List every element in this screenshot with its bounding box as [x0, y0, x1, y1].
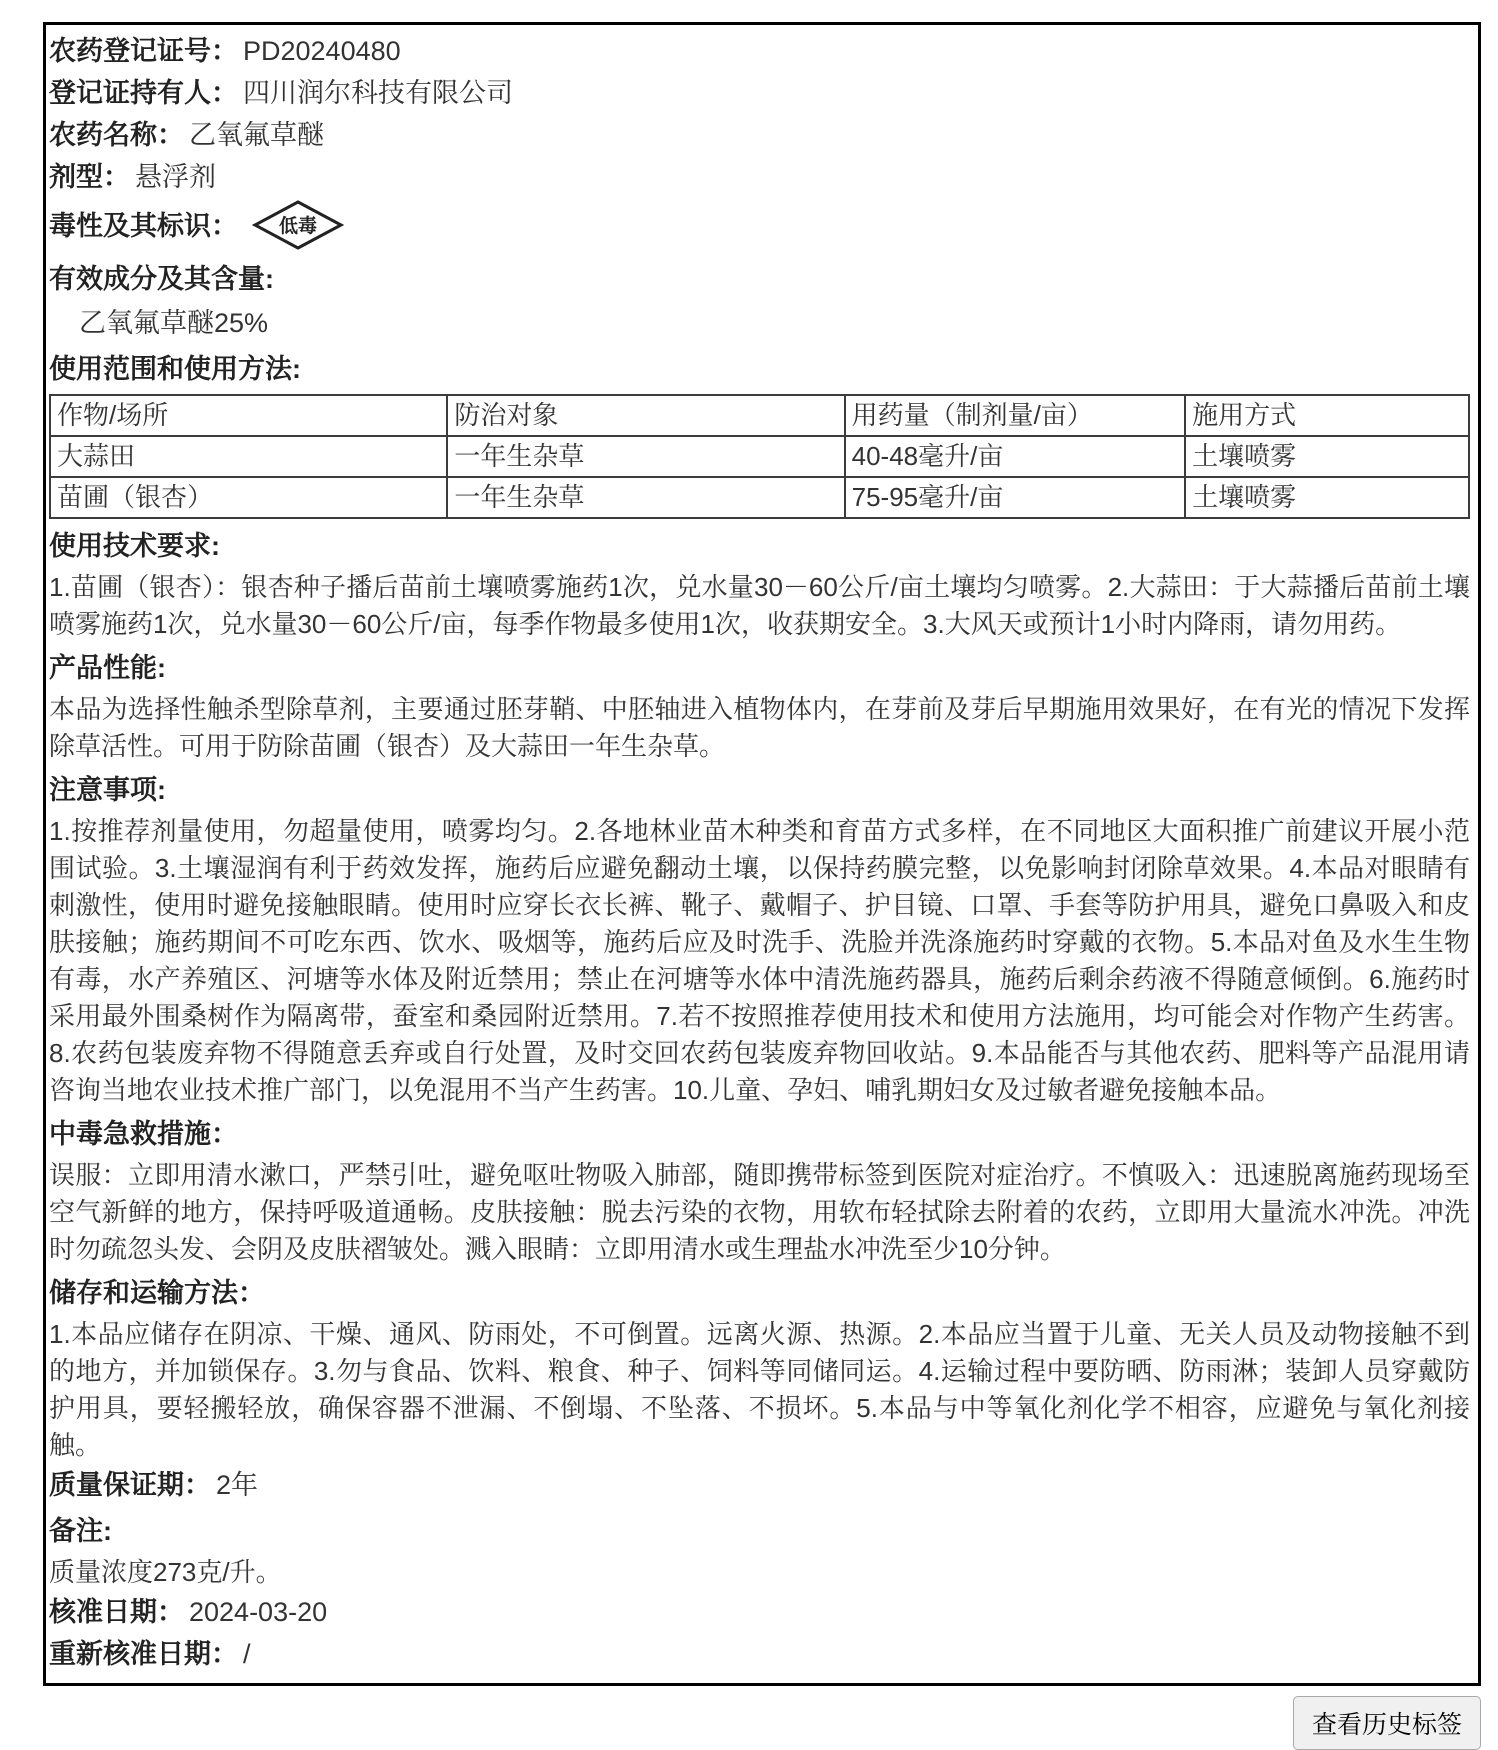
active-ingredient-heading: 有效成分及其含量: [49, 264, 274, 294]
storage-transport-heading: 储存和运输方法： [49, 1278, 265, 1308]
usage-table [49, 394, 1470, 519]
low-toxicity-diamond-icon [252, 199, 344, 251]
storage-transport-body: 1.本品应储存在阴凉、干燥、通风、防雨处，不可倒置。远离火源、热源。2.本品应当置于儿童、无关人员及动物接触不到的地方，并加锁保存。3.勿与食品、饮料、粮食、种子、饲料等同储同运。4.运输过程中要防晒、防雨淋；装卸人员穿戴防护用具，要轻搬轻放，确保容器不泄漏、不倒塌、不坠落、不损坏。5.本品与中等氧化剂化学不相容，应避免与氧化剂接触。 [49, 1319, 1470, 1460]
product-performance-heading: 产品性能: [49, 653, 166, 683]
field-formulation-type [49, 156, 1470, 198]
usage-cell-target: 一年生杂草 [447, 436, 844, 477]
field-certificate-holder [49, 72, 1470, 114]
approval-date-label: 核准日期： [49, 1597, 184, 1627]
low-toxicity-text: 低毒 [278, 215, 318, 237]
usage-cell-method: 土壤喷雾 [1185, 477, 1469, 518]
field-approval-date [49, 1591, 1470, 1633]
view-history-labels-button[interactable]: 查看历史标签 [1293, 1696, 1481, 1750]
pesticide-name-label: 农药名称： [49, 120, 184, 150]
usage-table-row-garlic [50, 436, 1469, 477]
usage-table-header-target: 防治对象 [447, 395, 844, 436]
precautions-body: 1.按推荐剂量使用，勿超量使用，喷雾均匀。2.各地林业苗木种类和育苗方式多样，在不同地区大面积推广前建议开展小范围试验。3.土壤湿润有利于药效发挥，施药后应避免翻动土壤，以保持药膜完整，以免影响封闭除草效果。4.本品对眼睛有刺激性，使用时避免接触眼睛。使用时应穿长衣长裤、靴子、戴帽子、护目镜、口罩、手套等防护用具，避免口鼻吸入和皮肤接触；施药期间不可吃东西、饮水、吸烟等，施药后应及时洗手、洗脸并洗涤施药时穿戴的衣物。5.本品对鱼及水生生物有毒，水产养殖区、河塘等水体及附近禁用；禁止在河塘等水体中清洗施药器具，施药后剩余药液不得随意倾倒。6.施药时采用最外围桑树作为隔离带，蚕室和桑园附近禁用。7.若不按照推荐使用技术和使用方法施用，均可能会对作物产生药害。8.农药包装废弃物不得随意丢弃或自行处置，及时交回农药包装废弃物回收站。9.本品能否与其他农药、肥料等产品混用请咨询当地农业技术推广部门，以免混用不当产生药害。10.儿童、孕妇、哺乳期妇女及过敏者避免接触本品。 [49, 816, 1470, 1105]
section-precautions [49, 770, 1470, 1109]
usage-cell-crop: 苗圃（银杏） [50, 477, 447, 518]
usage-cell-dosage: 75-95毫升/亩 [845, 477, 1186, 518]
first-aid-heading: 中毒急救措施： [49, 1119, 238, 1149]
usage-table-header-crop: 作物/场所 [50, 395, 447, 436]
usage-table-header-method: 施用方式 [1185, 395, 1469, 436]
label-content-box [43, 22, 1481, 1686]
quality-guarantee-value: 2年 [216, 1470, 259, 1500]
certificate-holder-value: 四川润尔科技有限公司 [243, 78, 513, 108]
registration-number-value: PD20240480 [243, 36, 401, 66]
first-aid-body: 误服：立即用清水漱口，严禁引吐，避免呕吐物吸入肺部，随即携带标签到医院对症治疗。不慎吸入：迅速脱离施药现场至空气新鲜的地方，保持呼吸道通畅。皮肤接触：脱去污染的衣物，用软布轻拭除去附着的农药，立即用大量流水冲洗。冲洗时勿疏忽头发、会阴及皮肤褶皱处。溅入眼睛：立即用清水或生理盐水冲洗至少10分钟。 [49, 1160, 1470, 1264]
usage-table-header-row [50, 395, 1469, 436]
usage-cell-dosage: 40-48毫升/亩 [845, 436, 1186, 477]
section-technical-requirements [49, 526, 1470, 643]
usage-table-row-nursery [50, 477, 1469, 518]
technical-requirements-heading: 使用技术要求: [49, 531, 220, 561]
field-toxicity [49, 198, 1470, 254]
registration-number-label: 农药登记证号： [49, 36, 238, 66]
pesticide-name-value: 乙氧氟草醚 [189, 120, 324, 150]
section-storage-transport [49, 1273, 1470, 1464]
field-registration-number [49, 30, 1470, 72]
usage-cell-target: 一年生杂草 [447, 477, 844, 518]
usage-cell-method: 土壤喷雾 [1185, 436, 1469, 477]
field-reapproval-date [49, 1633, 1470, 1675]
section-first-aid [49, 1114, 1470, 1268]
formulation-type-value: 悬浮剂 [135, 162, 216, 192]
field-pesticide-name [49, 114, 1470, 156]
remark-body: 质量浓度273克/升。 [49, 1557, 282, 1587]
history-button-row [0, 1696, 1481, 1750]
reapproval-date-value: / [243, 1639, 251, 1669]
active-ingredient-value: 乙氧氟草醚25% [79, 308, 269, 338]
approval-date-value: 2024-03-20 [189, 1597, 328, 1627]
product-performance-body: 本品为选择性触杀型除草剂，主要通过胚芽鞘、中胚轴进入植物体内，在芽前及芽后早期施用效果好，在有光的情况下发挥除草活性。可用于防除苗圃（银杏）及大蒜田一年生杂草。 [49, 694, 1470, 761]
toxicity-label: 毒性及其标识： [49, 211, 238, 241]
usage-table-header-dosage: 用药量（制剂量/亩） [845, 395, 1186, 436]
remark-heading: 备注: [49, 1516, 112, 1546]
quality-guarantee-label: 质量保证期： [49, 1470, 211, 1500]
reapproval-date-label: 重新核准日期： [49, 1639, 238, 1669]
certificate-holder-label: 登记证持有人： [49, 78, 238, 108]
formulation-type-label: 剂型： [49, 162, 130, 192]
precautions-heading: 注意事项: [49, 775, 166, 805]
field-quality-guarantee [49, 1464, 1470, 1506]
technical-requirements-body: 1.苗圃（银杏）：银杏种子播后苗前土壤喷雾施药1次，兑水量30－60公斤/亩土壤均匀喷雾。2.大蒜田：于大蒜播后苗前土壤喷雾施药1次，兑水量30－60公斤/亩，每季作物最多使用1次，收获期安全。3.大风天或预计1小时内降雨，请勿用药。 [49, 572, 1470, 639]
usage-scope-heading: 使用范围和使用方法: [49, 354, 301, 384]
section-product-performance [49, 648, 1470, 765]
usage-cell-crop: 大蒜田 [50, 436, 447, 477]
